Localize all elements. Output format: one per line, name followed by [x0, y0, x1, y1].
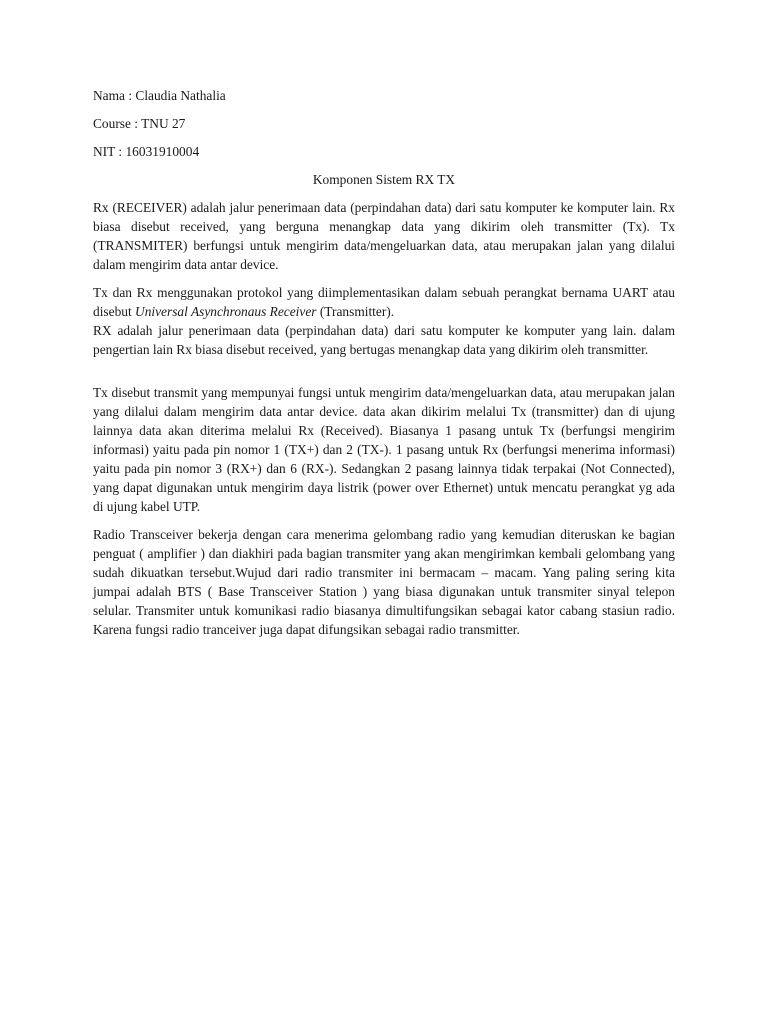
course-value: TNU 27	[141, 116, 186, 131]
uart-text-after: (Transmitter).	[316, 304, 395, 319]
paragraph-tx-definition: Tx disebut transmit yang mempunyai fungsi untuk mengirim data/mengeluarkan data, atau merupakan jalan yang dilalui dalam mengirim data antar device. data akan dikirim melalui Tx (transmitter) dan di ujung lainnya data akan diterima melalui Rx (Received). Biasanya 1 pasang untuk Tx (berfungsi mengirim informasi) yaitu pada pin nomor 1 (TX+) dan 2 (TX-). 1 pasang untuk Rx (berfungsi menerima informasi) yaitu pada pin nomor 3 (RX+) dan 6 (RX-). Sedangkan 2 pasang lainnya tidak terpakai (Not Connected), yang dapat digunakan untuk mengirim daya listrik (power over Ethernet) untuk mencatu perangkat yg ada di ujung kabel UTP.	[93, 385, 675, 514]
uart-italic-term: Universal Asynchronaus Receiver	[135, 304, 317, 319]
course-label: Course :	[93, 116, 142, 131]
name-line	[93, 86, 675, 105]
paragraph-rx-definition: Rx (RECEIVER) adalah jalur penerimaan data (perpindahan data) dari satu komputer ke komputer lain. Rx biasa disebut received, yang berguna menangkap data yang dikirim oleh transmitter (Tx). Tx (TRANSMITER) berfungsi untuk mengirim data/mengeluarkan data, atau merupakan jalan yang dilalui dalam mengirim data antar device.	[93, 200, 675, 272]
paragraph-rx-extra: RX adalah jalur penerimaan data (perpindahan data) dari satu komputer ke komputer yang lain. dalam pengertian lain Rx biasa disebut received, yang bertugas menangkap data yang dikirim oleh transmitter.	[93, 323, 675, 357]
paragraph-uart	[93, 283, 675, 321]
name-label: Nama :	[93, 88, 136, 103]
paragraph-radio-transceiver: Radio Transceiver bekerja dengan cara menerima gelombang radio yang kemudian diteruskan ke bagian penguat ( amplifier ) dan diakhiri pada bagian transmiter yang akan mengirimkan kembali gelombang yang sudah dikuatkan tersebut.Wujud dari radio transmiter ini bermacam – macam. Yang paling sering kita jumpai adalah BTS ( Base Transceiver Station ) yang biasa digunakan untuk transmiter sinyal telepon selular. Transmiter untuk komunikasi radio biasanya dimultifungsikan sebagai kator cabang stasiun radio. Karena fungsi radio tranceiver juga dapat difungsikan sebagai radio transmitter.	[93, 527, 675, 637]
uart-text-before: Tx dan Rx menggunakan protokol yang diimplementasikan dalam sebuah perangkat bernama UART atau disebut	[93, 285, 675, 319]
document-title: Komponen Sistem RX TX	[312, 172, 456, 187]
name-value: Claudia Nathalia	[135, 88, 226, 103]
document-body	[93, 86, 675, 648]
nit-line	[93, 142, 675, 161]
course-line	[93, 114, 675, 133]
nit-value: 16031910004	[125, 144, 200, 159]
nit-label: NIT :	[93, 144, 126, 159]
